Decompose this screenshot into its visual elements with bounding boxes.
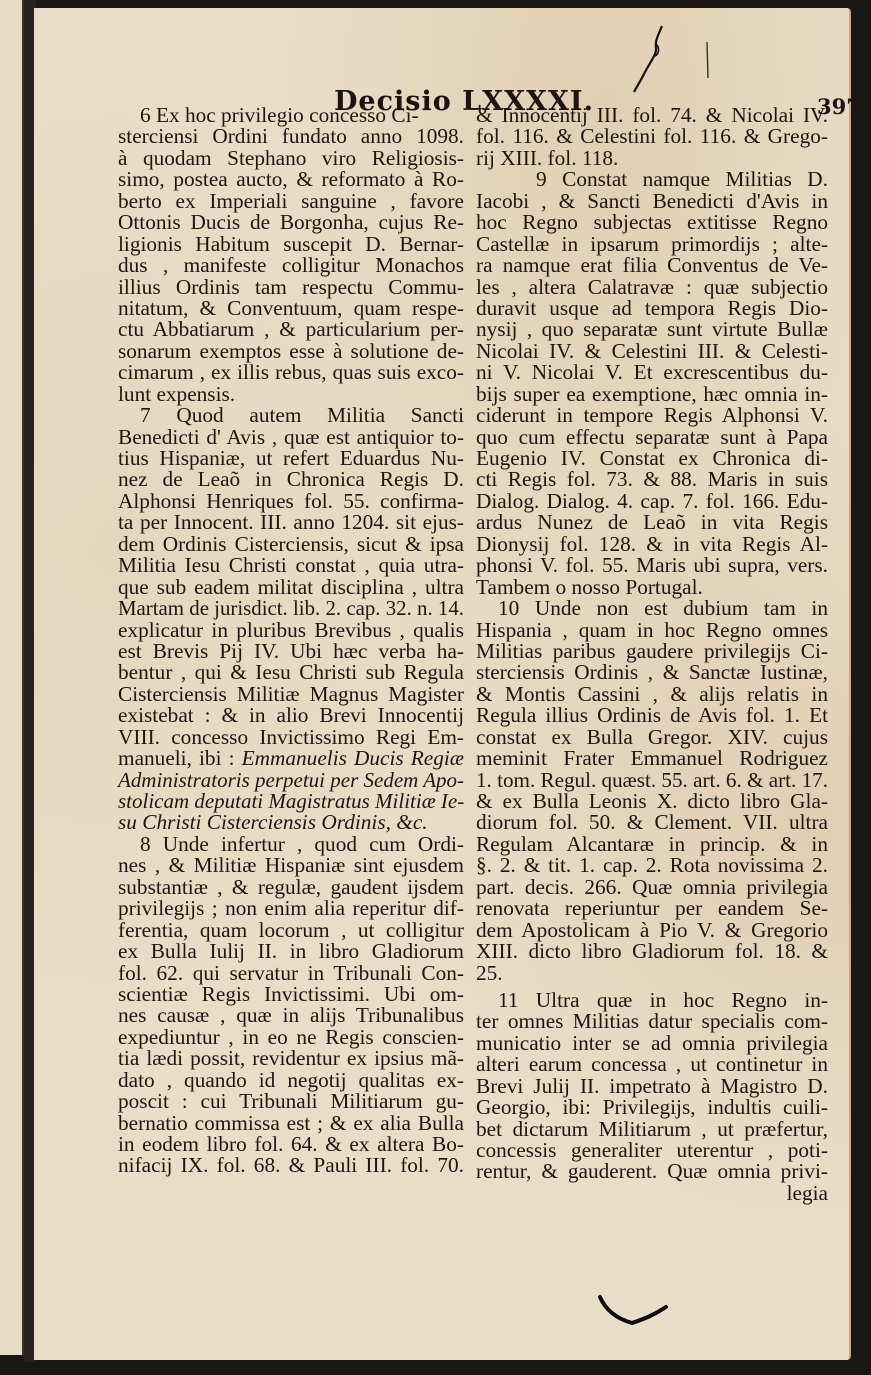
text-line: Dionysij fol. 128. & in vita Regis Al- xyxy=(476,531,828,556)
text-line: in eodem libro fol. 64. & ex altera Bo- xyxy=(118,1132,464,1156)
catchword: legia xyxy=(786,1180,828,1205)
text-line: tius Hispaniæ, ut refert Eduardus Nu- xyxy=(118,446,464,470)
text-line: ctu Abbatiarum , & particularium per- xyxy=(118,317,464,342)
text-line: 7 Quod autem Militia Sancti xyxy=(140,403,464,428)
text-line: 10 Unde non est dubium tam in xyxy=(498,596,828,621)
text-line: Hispania , quam in hoc Regno omnes xyxy=(476,617,828,642)
text-line: tia lædi possit, revidentur ex ipsius mã- xyxy=(118,1046,464,1071)
text-line: sterciensis Ordinis , & Sanctæ Iustinæ, xyxy=(476,660,828,685)
text-line: phonsi V. fol. 55. Maris ubi supra, vers. xyxy=(476,553,828,578)
text-line: poscit : cui Tribunali Militiarum gu- xyxy=(118,1089,464,1114)
text-roman: manueli, ibi : xyxy=(118,746,242,771)
text-line: simo, postea aucto, & reformato à Ro- xyxy=(118,167,464,192)
text-line: est Brevis Pij IV. Ubi hæc verba ha- xyxy=(118,638,464,663)
text-line: ferentia, quam locorum , ut colligitur xyxy=(118,917,464,942)
text-line: à quodam Stephano viro Religiosis- xyxy=(118,145,464,170)
text-line: ciderunt in tempore Regis Alphonsi V. xyxy=(476,403,828,428)
text-line: constat ex Bulla Gregor. XIV. cujus xyxy=(476,724,828,749)
text-line: Castellæ in ipsarum primordijs ; alte- xyxy=(476,231,828,256)
text-line: & Innocentij III. fol. 74. & Nicolai IV. xyxy=(476,103,828,127)
text-line: dus , manifeste colligitur Monachos xyxy=(118,253,464,278)
previous-page-edge xyxy=(0,0,24,1355)
text-line: 25. xyxy=(476,960,503,985)
text-line: Militias paribus gaudere privilegijs Ci- xyxy=(476,638,828,663)
text-line: 11 Ultra quæ in hoc Regno in- xyxy=(498,987,828,1012)
text-line: dem Apostolicam à Pio V. & Gregorio xyxy=(476,917,828,942)
text-line: Administratoris perpetui per Sedem Apo- xyxy=(118,767,464,792)
text-line: renovata reperiuntur per eandem Se- xyxy=(476,896,828,921)
text-line xyxy=(118,748,464,769)
text-line: sonarum exemptos esse à solutione de- xyxy=(118,338,464,363)
text-line: ter omnes Militias datur specialis com- xyxy=(476,1009,828,1034)
text-line: part. decis. 266. Quæ omnia privilegia xyxy=(476,874,828,899)
running-head: Decisio LXXXXI. xyxy=(334,86,594,117)
text-line: Alphonsi Henriques fol. 55. confirma- xyxy=(118,488,464,513)
text-line: scientiæ Regis Invictissimi. Ubi om- xyxy=(118,981,464,1006)
text-line: lunt expensis. xyxy=(118,381,236,406)
text-line: Militia Iesu Christi constat , quia utra- xyxy=(118,553,464,578)
text-line: existebat : & in alio Brevi Innocentij xyxy=(118,703,464,728)
text-line: nifacij IX. fol. 68. & Pauli III. fol. 70. xyxy=(118,1153,464,1178)
text-line: substantiæ , & regulæ, gaudent ijsdem xyxy=(118,874,464,899)
text-line: privilegijs ; non enim alia reperitur dif- xyxy=(118,896,464,921)
text-line: bernatio commissa est ; & ex alia Bulla xyxy=(118,1110,464,1135)
text-line: & Montis Cassini , & alijs relatis in xyxy=(476,681,828,706)
text-line: Martam de jurisdict. lib. 2. cap. 32. n. 14. xyxy=(118,596,464,621)
text-line: Regulam Alcantaræ in princip. & in xyxy=(476,831,828,856)
page-number: 397 xyxy=(817,94,861,119)
text-line: Nicolai IV. & Celestini III. & Celesti- xyxy=(476,338,828,363)
text-italic: Emmanuelis Ducis Regiæ xyxy=(241,746,464,771)
text-line: que sub eadem militat disciplina , ultra xyxy=(118,574,464,599)
text-line: nitatum, & Conventuum, quam respe- xyxy=(118,295,464,320)
text-line: illius Ordinis tam respectu Commu- xyxy=(118,274,464,299)
text-line: fol. 62. qui servatur in Tribunali Con- xyxy=(118,960,464,985)
text-line: XIII. dicto libro Gladiorum fol. 18. & xyxy=(476,939,828,964)
text-line: 6 Ex hoc privilegio concesso Ci- xyxy=(140,103,419,127)
text-line: nes causæ , quæ in alijs Tribunalibus xyxy=(118,1003,464,1028)
text-line: duravit usque ad tempora Regis Dio- xyxy=(476,295,828,320)
text-line: nysij , quo separatæ sunt virtute Bullæ xyxy=(476,317,828,342)
text-line: diorum fol. 50. & Clement. VII. ultra xyxy=(476,810,828,835)
text-line: 1. tom. Regul. quæst. 55. art. 6. & art. 17. xyxy=(476,767,828,792)
text-line: hoc Regno subjectas extitisse Regno xyxy=(476,210,828,235)
text-line: cti Regis fol. 73. & 88. Maris in suis xyxy=(476,467,828,492)
text-line: bijs super ea exemptione, hæc omnia in- xyxy=(476,381,828,406)
text-line: Benedicti d' Avis , quæ est antiquior to- xyxy=(118,424,464,449)
text-line: les , altera Calatravæ : quæ subjectio xyxy=(476,274,828,299)
right-column xyxy=(476,105,828,1204)
text-line: Cisterciensis Militiæ Magnus Magister xyxy=(118,681,464,706)
text-line: ta per Innocent. III. anno 1204. sit ejus- xyxy=(118,510,464,535)
text-line: rij XIII. fol. 118. xyxy=(476,145,619,170)
text-line: Ottonis Ducis de Borgonha, cujus Re- xyxy=(118,210,464,235)
text-line: ni V. Nicolai V. Et excrescentibus du- xyxy=(476,360,828,385)
text-line: nez de Leaõ in Chronica Regis D. xyxy=(118,467,464,492)
text-line: Georgio, ibi: Privilegijs, indultis cuili- xyxy=(476,1095,828,1120)
text-line: bet dictarum Militiarum , ut præfertur, xyxy=(476,1116,828,1141)
text-line: 9 Constat namque Militias D. xyxy=(536,167,828,192)
ink-mark-tick xyxy=(703,38,713,84)
text-line: 8 Unde infertur , quod cum Ordi- xyxy=(140,831,464,856)
text-line: ligionis Habitum suscepit D. Bernar- xyxy=(118,231,464,256)
text-line: nes , & Militiæ Hispaniæ sint ejusdem xyxy=(118,853,464,878)
text-line: §. 2. & tit. 1. cap. 2. Rota novissima 2. xyxy=(476,853,828,878)
text-line: municatio inter se ad omnia privilegia xyxy=(476,1030,828,1055)
text-line: fol. 116. & Celestini fol. 116. & Grego- xyxy=(476,124,828,149)
text-line: ra namque erat filia Conventus de Ve- xyxy=(476,253,828,278)
text-line: alteri earum concessa , ut continetur in xyxy=(476,1052,828,1077)
text-line: stolicam deputati Magistratus Militiæ Ie- xyxy=(118,789,465,813)
text-line: rentur, & gauderent. Quæ omnia privi- xyxy=(476,1159,828,1184)
text-line: quo cum effectu separatæ sunt à Papa xyxy=(476,424,828,449)
text-line: concessis generaliter uterentur , poti- xyxy=(476,1138,828,1162)
text-line: Iacobi , & Sancti Benedicti d'Avis in xyxy=(476,188,828,213)
text-line: expediuntur , in eo ne Regis conscien- xyxy=(118,1024,464,1049)
text-line: cimarum , ex illis rebus, quas suis exco- xyxy=(118,360,464,385)
text-line: Dialog. Dialog. 4. cap. 7. fol. 166. Edu- xyxy=(476,488,828,513)
text-line: sterciensi Ordini fundato anno 1098. xyxy=(118,124,464,149)
text-line: su Christi Cisterciensis Ordinis, &c. xyxy=(118,810,428,835)
text-line: explicatur in pluribus Brevibus , qualis xyxy=(118,617,464,642)
ink-mark-top xyxy=(622,22,672,94)
text-line: meminit Frater Emmanuel Rodriguez xyxy=(476,746,828,771)
left-column xyxy=(118,105,464,1177)
text-line: bentur , qui & Iesu Christi sub Regula xyxy=(118,660,464,685)
text-line: dato , quando id negotij qualitas ex- xyxy=(118,1067,464,1092)
text-line: dem Ordinis Cisterciensis, sicut & ipsa xyxy=(118,531,464,556)
ink-mark-bottom xyxy=(596,1293,676,1333)
text-line: & ex Bulla Leonis X. dicto libro Gla- xyxy=(476,789,828,813)
text-line: berto ex Imperiali sanguine , favore xyxy=(118,188,464,213)
text-line: Eugenio IV. Constat ex Chronica di- xyxy=(476,446,828,470)
text-line: VIII. concesso Invictissimo Regi Em- xyxy=(118,724,464,749)
text-line: ex Bulla Iulij II. in libro Gladiorum xyxy=(118,939,464,964)
text-line: Brevi Julij II. impetrato à Magistro D. xyxy=(476,1073,828,1098)
text-line: ardus Nunez de Leaõ in vita Regis xyxy=(476,510,828,535)
text-line: Regula illius Ordinis de Avis fol. 1. Et xyxy=(476,703,828,728)
text-line: Tambem o nosso Portugal. xyxy=(476,574,703,599)
book-page xyxy=(34,8,861,1360)
